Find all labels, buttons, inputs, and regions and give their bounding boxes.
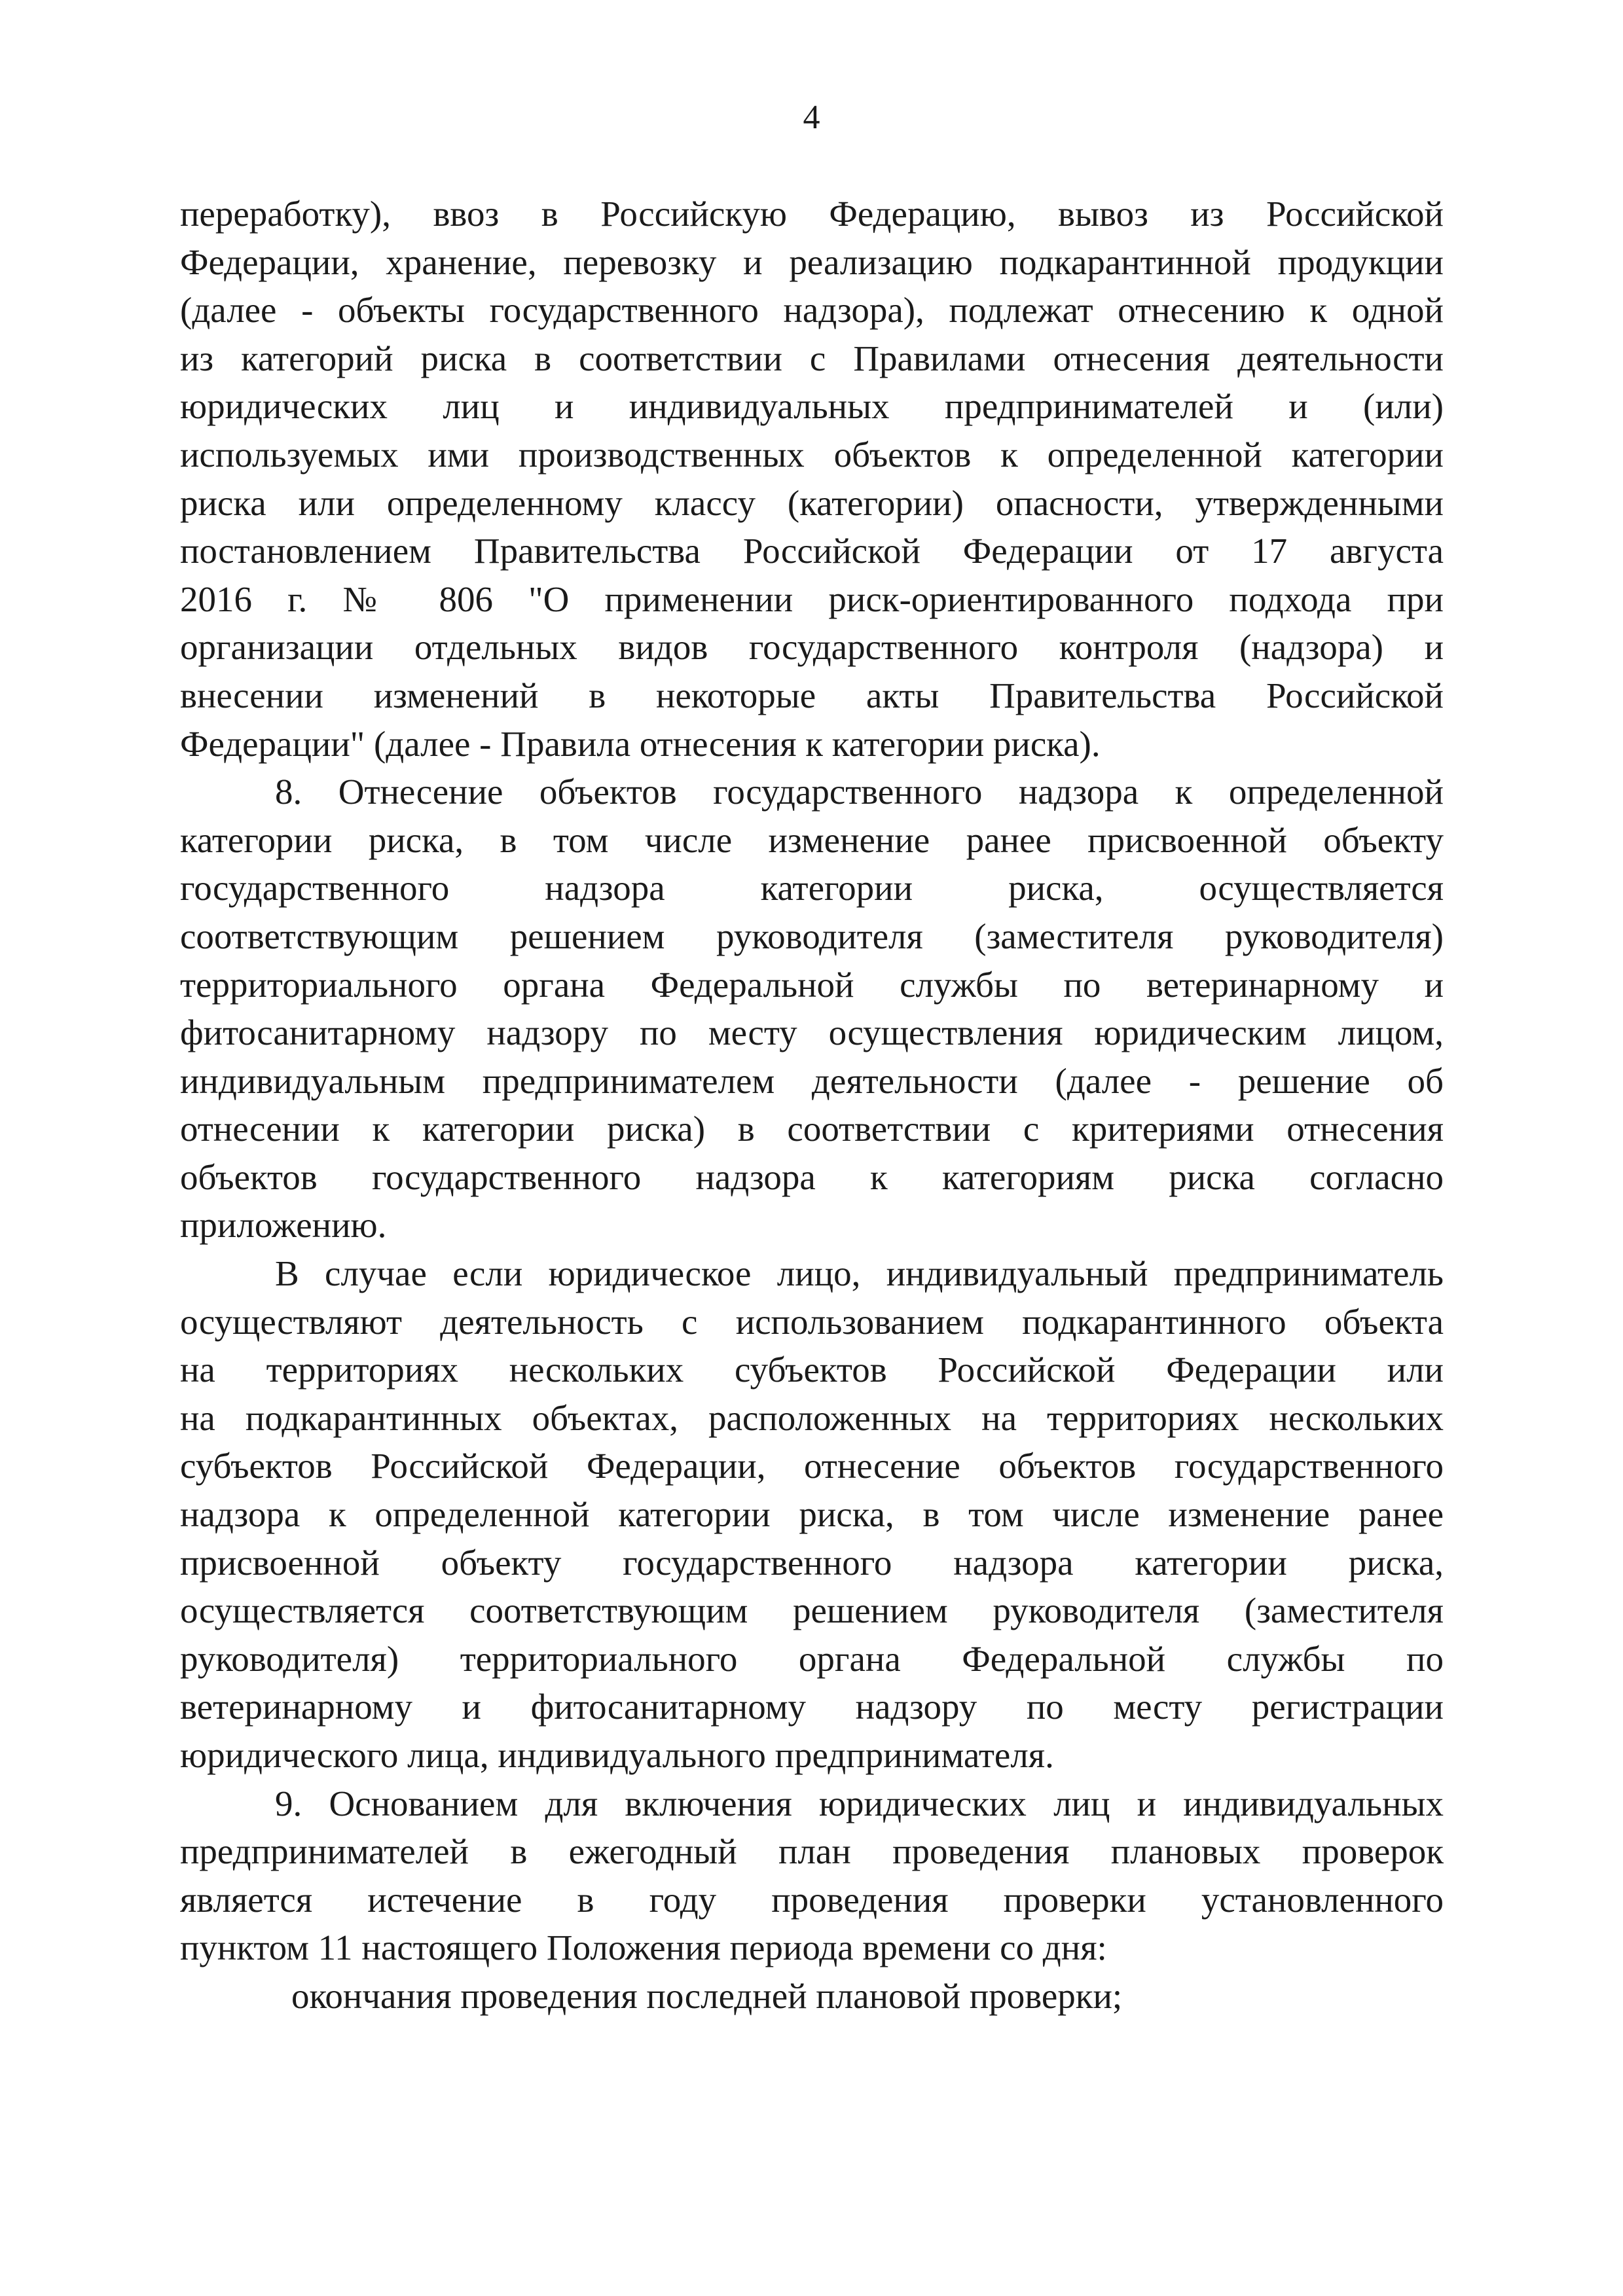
- text-line: используемых ими производственных объектов к определенной категории: [180, 434, 1444, 475]
- paragraph-multi-region-case: [180, 1249, 1444, 1780]
- text-line: предпринимателей в ежегодный план проведения плановых проверок: [180, 1831, 1444, 1872]
- text-line: юридического лица, индивидуального предпринимателя.: [180, 1735, 1054, 1775]
- text-line: на подкарантинных объектах, расположенных на территориях нескольких: [180, 1397, 1444, 1438]
- text-line: 9. Основанием для включения юридических лиц и индивидуальных: [275, 1783, 1444, 1823]
- text-line: осуществляется соответствующим решением руководителя (заместителя: [180, 1590, 1444, 1631]
- text-line: соответствующим решением руководителя (заместителя руководителя): [180, 916, 1444, 956]
- text-line: 2016 г. № 806 "О применении риск-ориентированного подхода при: [180, 579, 1444, 619]
- text-line: присвоенной объекту государственного надзора категории риска,: [180, 1542, 1444, 1583]
- text-line: на территориях нескольких субъектов Российской Федерации или: [180, 1350, 1444, 1390]
- paragraph-clause-9: [180, 1780, 1444, 1972]
- text-line: окончания проведения последней плановой проверки;: [291, 1975, 1123, 2016]
- text-line: юридических лиц и индивидуальных предпринимателей и (или): [180, 386, 1444, 427]
- text-line: субъектов Российской Федерации, отнесение объектов государственного: [180, 1446, 1444, 1486]
- text-line: руководителя) территориального органа Федеральной службы по: [180, 1638, 1444, 1679]
- text-line: надзора к определенной категории риска, в том числе изменение ранее: [180, 1494, 1444, 1535]
- text-line: постановлением Правительства Российской Федерации от 17 августа: [180, 531, 1444, 571]
- text-line: приложению.: [180, 1205, 387, 1246]
- text-line: Федерации" (далее - Правила отнесения к категории риска).: [180, 723, 1101, 764]
- text-line: В случае если юридическое лицо, индивидуальный предприниматель: [275, 1253, 1444, 1294]
- paragraph-continuation: [180, 190, 1444, 768]
- text-line: осуществляют деятельность с использованием подкарантинного объекта: [180, 1301, 1444, 1342]
- text-line: индивидуальным предпринимателем деятельности (далее - решение об: [180, 1060, 1444, 1101]
- text-line: внесении изменений в некоторые акты Правительства Российской: [180, 675, 1444, 715]
- text-line: фитосанитарному надзору по месту осуществления юридическим лицом,: [180, 1013, 1444, 1053]
- text-line: переработку), ввоз в Российскую Федерацию, вывоз из Российской: [180, 194, 1444, 234]
- text-line: риска или определенному классу (категории) опасности, утвержденными: [180, 482, 1444, 523]
- paragraph-clause-8: [180, 768, 1444, 1249]
- text-line: ветеринарному и фитосанитарному надзору по месту регистрации: [180, 1687, 1444, 1727]
- text-line: государственного надзора категории риска, осуществляется: [180, 868, 1444, 908]
- text-line: 8. Отнесение объектов государственного надзора к определенной: [275, 772, 1444, 812]
- text-line: объектов государственного надзора к категориям риска согласно: [180, 1157, 1444, 1197]
- text-line: территориального органа Федеральной службы по ветеринарному и: [180, 964, 1444, 1005]
- text-line: является истечение в году проведения проверки установленного: [180, 1879, 1444, 1920]
- document-body: [180, 190, 1444, 2020]
- paragraph-list-item: [180, 1972, 1444, 2020]
- text-line: отнесении к категории риска) в соответствии с критериями отнесения: [180, 1109, 1444, 1149]
- text-line: Федерации, хранение, перевозку и реализацию подкарантинной продукции: [180, 242, 1444, 282]
- text-line: из категорий риска в соответствии с Правилами отнесения деятельности: [180, 338, 1444, 378]
- text-line: пунктом 11 настоящего Положения периода времени со дня:: [180, 1928, 1107, 1968]
- text-line: категории риска, в том числе изменение ранее присвоенной объекту: [180, 819, 1444, 860]
- text-line: организации отдельных видов государственного контроля (надзора) и: [180, 627, 1444, 668]
- page-number: 4: [803, 99, 820, 136]
- text-line: (далее - объекты государственного надзора), подлежат отнесению к одной: [180, 290, 1444, 331]
